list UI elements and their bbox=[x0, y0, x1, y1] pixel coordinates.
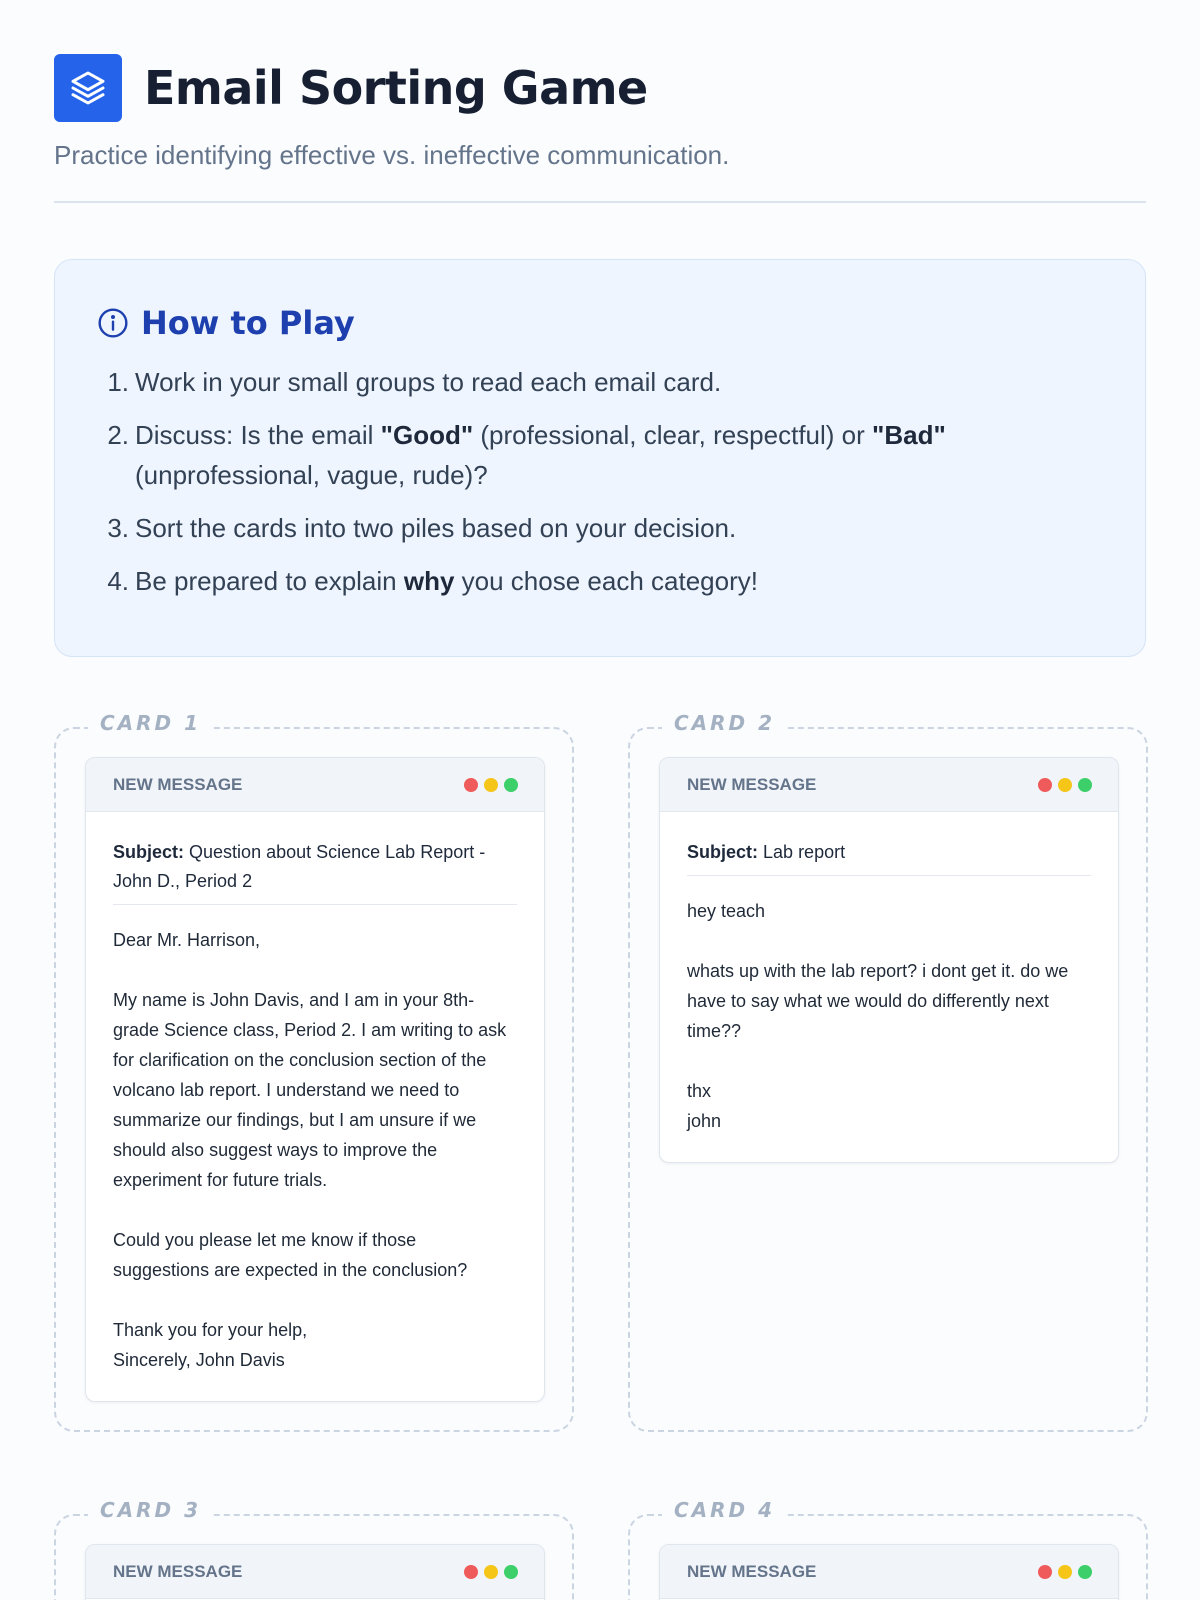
close-dot-icon bbox=[464, 1565, 478, 1579]
close-dot-icon bbox=[1038, 1565, 1052, 1579]
window-controls bbox=[1038, 778, 1092, 792]
instruction-step bbox=[97, 362, 1105, 402]
email-title-bar bbox=[660, 758, 1118, 812]
step-text: Discuss: Is the email "Good" (professional, clear, respectful) or "Bad" (unprofessional, vague, rude)? bbox=[135, 420, 946, 490]
email-title-bar bbox=[86, 758, 544, 812]
step-text: Work in your small groups to read each email card. bbox=[135, 367, 722, 397]
email-body bbox=[660, 812, 1118, 1162]
window-controls bbox=[464, 778, 518, 792]
how-to-play-header bbox=[97, 304, 1105, 342]
subject-text: Question about Science Lab Report - John D., Period 2 bbox=[113, 842, 486, 891]
minimize-dot-icon bbox=[484, 778, 498, 792]
minimize-dot-icon bbox=[1058, 778, 1072, 792]
subject-label: Subject: bbox=[113, 842, 185, 862]
email-window bbox=[659, 757, 1119, 1163]
email-window bbox=[659, 1544, 1119, 1600]
email-subject bbox=[113, 838, 517, 905]
header-divider bbox=[54, 201, 1146, 203]
step-number: 3. bbox=[107, 513, 129, 543]
email-title-bar bbox=[86, 1545, 544, 1599]
close-dot-icon bbox=[1038, 778, 1052, 792]
email-subject bbox=[687, 838, 1091, 876]
instruction-list bbox=[97, 362, 1105, 601]
instruction-step bbox=[97, 415, 1105, 495]
email-window-title: NEW MESSAGE bbox=[687, 774, 817, 794]
step-number: 1. bbox=[107, 367, 129, 397]
email-message: hey teach whats up with the lab report? i dont get it. do we have to say what we would do differently next time?? thx john bbox=[687, 901, 1069, 1131]
page-header bbox=[54, 54, 1146, 122]
minimize-dot-icon bbox=[1058, 1565, 1072, 1579]
email-card[interactable] bbox=[54, 1498, 574, 1600]
card-label: CARD 3 bbox=[88, 1498, 213, 1522]
card-label: CARD 2 bbox=[662, 711, 787, 735]
email-window-title: NEW MESSAGE bbox=[113, 774, 243, 794]
email-window bbox=[85, 757, 545, 1402]
step-number: 2. bbox=[107, 420, 129, 450]
subject-text: Lab report bbox=[763, 842, 846, 862]
minimize-dot-icon bbox=[484, 1565, 498, 1579]
window-controls bbox=[464, 1565, 518, 1579]
email-card[interactable] bbox=[628, 1498, 1148, 1600]
subject-label: Subject: bbox=[687, 842, 759, 862]
instruction-step bbox=[97, 508, 1105, 548]
card-label: CARD 1 bbox=[88, 711, 213, 735]
card-label: CARD 4 bbox=[662, 1498, 787, 1522]
step-text: Be prepared to explain why you chose each category! bbox=[135, 566, 758, 596]
email-card[interactable] bbox=[54, 711, 574, 1432]
maximize-dot-icon bbox=[1078, 1565, 1092, 1579]
close-dot-icon bbox=[464, 778, 478, 792]
instruction-step bbox=[97, 561, 1105, 601]
maximize-dot-icon bbox=[1078, 778, 1092, 792]
email-card[interactable] bbox=[628, 711, 1148, 1432]
how-to-play-panel bbox=[54, 259, 1146, 657]
step-number: 4. bbox=[107, 566, 129, 596]
email-title-bar bbox=[660, 1545, 1118, 1599]
email-window bbox=[85, 1544, 545, 1600]
page-title: Email Sorting Game bbox=[144, 61, 648, 115]
maximize-dot-icon bbox=[504, 1565, 518, 1579]
page-subtitle: Practice identifying effective vs. ineffective communication. bbox=[54, 140, 730, 170]
info-icon bbox=[97, 307, 129, 339]
maximize-dot-icon bbox=[504, 778, 518, 792]
email-window-title: NEW MESSAGE bbox=[687, 1561, 817, 1581]
step-text: Sort the cards into two piles based on your decision. bbox=[135, 513, 737, 543]
email-window-title: NEW MESSAGE bbox=[113, 1561, 243, 1581]
layers-icon bbox=[54, 54, 122, 122]
window-controls bbox=[1038, 1565, 1092, 1579]
email-message: Dear Mr. Harrison, My name is John Davis, and I am in your 8th-grade Science class, Period 2. I am writing to ask for clarification on the conclusion section of the volcano lab report. I understand we need to summarize our findings, but I am unsure if we should also suggest ways to improve the experiment for future trials. Could you please let me know if those suggestions are expected in the conclusion? Thank you for your help, Sincerely, John Davis bbox=[113, 930, 507, 1370]
email-body bbox=[86, 812, 544, 1401]
how-to-play-title: How to Play bbox=[141, 304, 355, 342]
